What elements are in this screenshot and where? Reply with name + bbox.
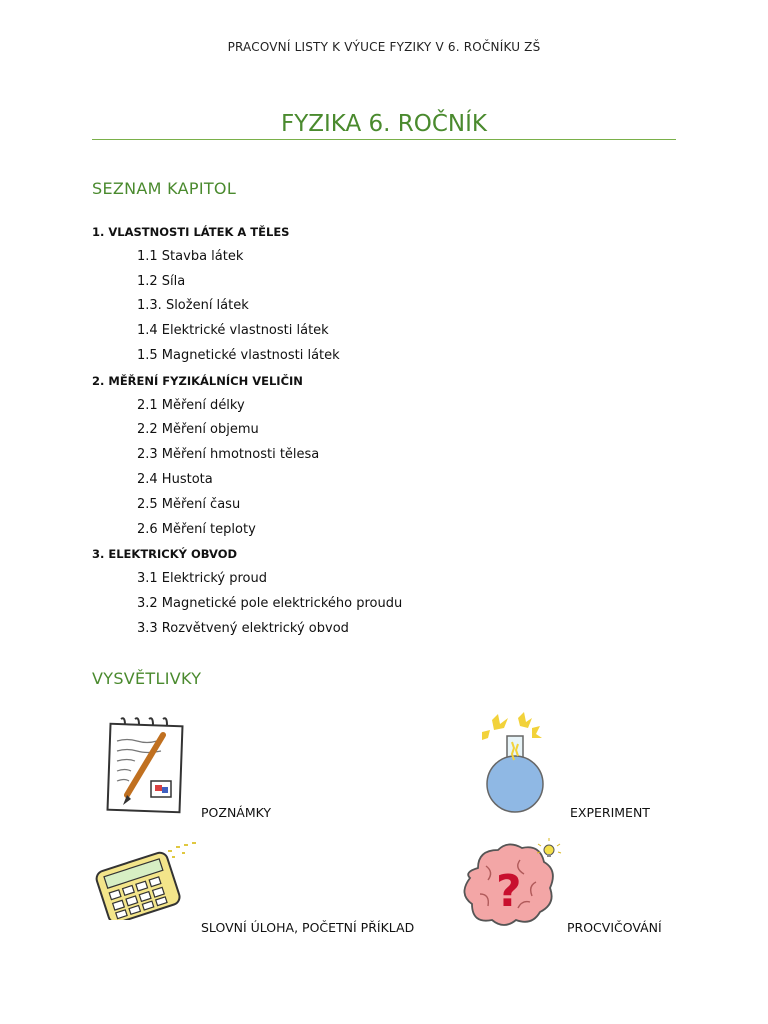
toc-item: 1.2 Síla [137, 273, 186, 289]
chapter-1-title: 1. VLASTNOSTI LÁTEK A TĚLES [92, 225, 290, 239]
toc-item: 1.4 Elektrické vlastnosti látek [137, 323, 329, 339]
toc-item: 2.3 Měření hmotnosti tělesa [137, 447, 320, 463]
chapter-3-title: 3. ELEKTRICKÝ OBVOD [92, 547, 238, 562]
toc-item: 1.1 Stavba látek [137, 248, 244, 264]
toc-item: 2.4 Hustota [137, 471, 213, 487]
toc-item: 1.5 Magnetické vlastnosti látek [137, 347, 340, 363]
toc-item: 2.5 Měření času [137, 496, 241, 512]
document-title: FYZIKA 6. ROČNÍK [280, 111, 487, 137]
toc-item: 3.1 Elektrický proud [137, 571, 268, 587]
toc-item: 3.2 Magnetické pole elektrického proudu [137, 595, 403, 611]
legend-label-word-problem: SLOVNÍ ÚLOHA, POČETNÍ PŘÍKLAD [201, 920, 415, 935]
toc-heading: SEZNAM KAPITOL [92, 179, 237, 198]
legend-heading: VYSVĚTLIVKY [92, 669, 202, 688]
legend-label-experiment: EXPERIMENT [570, 805, 650, 820]
title-rule [92, 139, 676, 140]
toc-item: 2.1 Měření délky [137, 397, 245, 413]
flask-icon [480, 712, 550, 816]
chapter-2-title: 2. MĚŘENÍ FYZIKÁLNÍCH VELIČIN [92, 373, 303, 388]
toc-item: 1.3. Složení látek [137, 298, 249, 314]
legend-label-practice: PROCVIČOVÁNÍ [567, 920, 662, 935]
calculator-icon [90, 838, 200, 920]
brain-question-icon [458, 838, 562, 932]
notepad-icon [105, 715, 187, 815]
legend-label-notes: POZNÁMKY [201, 805, 272, 820]
table-of-contents [92, 222, 692, 644]
toc-item: 2.2 Měření objemu [137, 422, 259, 438]
toc-item: 3.3 Rozvětvený elektrický obvod [137, 620, 349, 636]
running-header: PRACOVNÍ LISTY K VÝUCE FYZIKY V 6. ROČNÍKU ZŠ [227, 40, 541, 54]
toc-item: 2.6 Měření teploty [137, 521, 256, 537]
svg-text:?: ? [496, 866, 522, 917]
